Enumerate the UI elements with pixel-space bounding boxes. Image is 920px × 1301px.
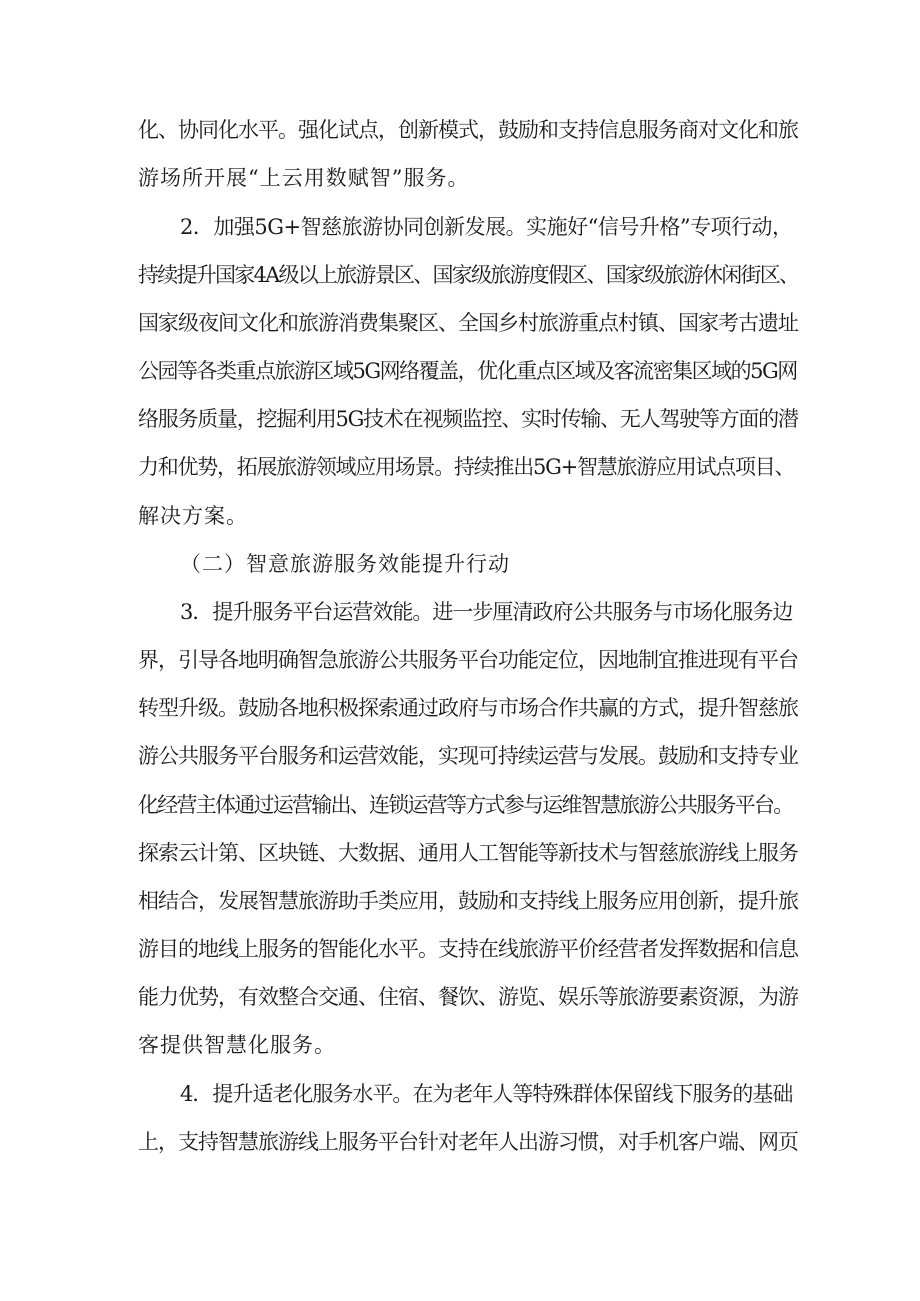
paragraph-line: 国家级夜间文化和旅游消费集聚区、全国乡村旅游重点村镇、国家考古遗址: [138, 311, 798, 335]
paragraph-line: 3．提升服务平台运营效能。进一步厘清政府公共服务与市场化服务边: [180, 600, 793, 624]
paragraph-line: 4．提升适老化服务水平。在为老年人等特殊群体保留线下服务的基础: [180, 1082, 793, 1106]
paragraph-line: 界，引导各地明确智急旅游公共服务平台功能定位，因地制宜推进现有平台: [138, 648, 798, 672]
paragraph-line: 解决方案。: [138, 504, 248, 528]
paragraph-line: 能力优势，有效整合交通、住宿、餐饮、游览、娱乐等旅游要素资源，为游: [138, 985, 798, 1009]
paragraph-line: 公园等各类重点旅游区域5G网络覆盖，优化重点区域及客流密集区域的5G网: [138, 359, 797, 383]
paragraph-line: 游目的地线上服务的智能化水平。支持在线旅游平价经营者发挥数据和信息: [138, 937, 798, 961]
paragraph-line: 上，支持智慧旅游线上服务平台针对老年人出游习惯，对手机客户端、网页: [138, 1130, 798, 1154]
section-heading: （二）智意旅游服务效能提升行动: [180, 552, 510, 576]
paragraph-line: 化经营主体通过运营输出、连锁运营等方式参与运维智慧旅游公共服务平台。: [138, 793, 793, 817]
paragraph-line: 游公共服务平台服务和运营效能，实现可持续运营与发展。鼓励和支持专业: [138, 744, 798, 768]
paragraph-line: 游场所开展“上云用数赋智”服务。: [138, 166, 470, 190]
paragraph-line: 相结合，发展智慧旅游助手类应用，鼓励和支持线上服务应用创新，提升旅: [138, 889, 798, 913]
paragraph-line: 探索云计第、区块链、大数据、通用人工智能等新技术与智慈旅游线上服务: [138, 841, 798, 865]
paragraph-line: 络服务质量，挖掘利用5G技术在视频监控、实时传输、无人驾驶等方面的潜: [138, 407, 798, 431]
paragraph-line: 持续提升国家4A级以上旅游景区、国家级旅游度假区、国家级旅游休闲街区、: [138, 263, 799, 287]
paragraph-line: 力和优势，拓展旅游领域应用场景。持续推出5G+智慧旅游应用试点项目、: [138, 455, 795, 479]
paragraph-line: 2．加强5G+智慈旅游协同创新发展。实施好“信号升格”专项行动，: [180, 215, 793, 239]
paragraph-line: 化、协同化水平。强化试点，创新模式，鼓励和支持信息服务商对文化和旅: [138, 118, 798, 142]
paragraph-line: 客提供智慧化服务。: [138, 1033, 336, 1057]
paragraph-line: 转型升级。鼓励各地积极探索通过政府与市场合作共赢的方式，提升智慈旅: [138, 696, 798, 720]
